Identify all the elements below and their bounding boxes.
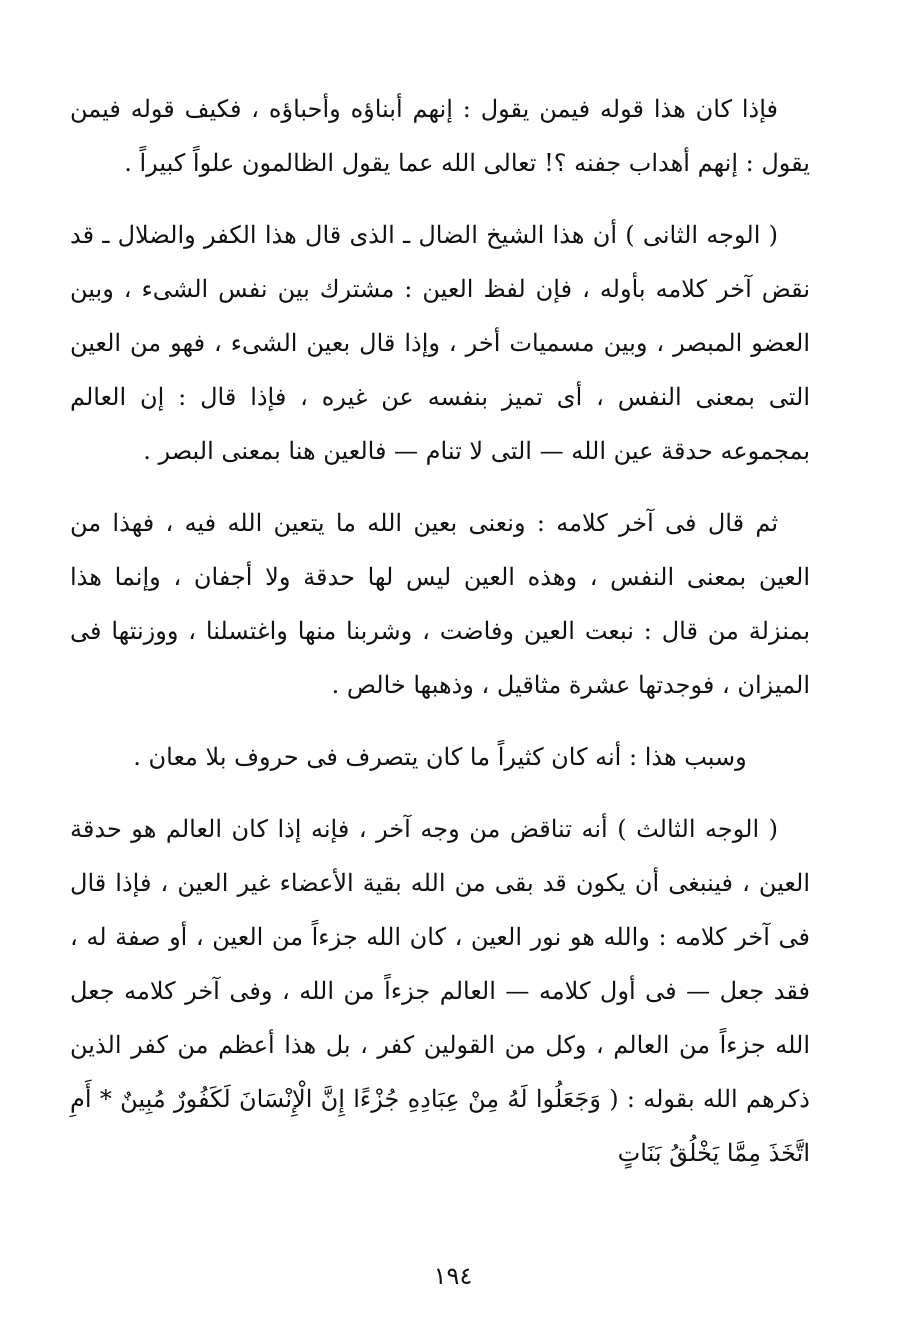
paragraph-5: ( الوجه الثالث ) أنه تناقض من وجه آخر ، فإنه إذا كان العالم هو حدقة العين ، فينبغى أن يكون قد بقى من الله بقية الأعضاء غير العين ، فإذا قال فى آخر كلامه : والله هو نور العين ، كان الله جزءاً من العين ، أو صفة له ، فقد جعل — فى أول كلامه — العالم جزءاً من الله ، وفى آخر كلامه جعل الله جزءاً من العالم ، وكل من القولين كفر ، بل هذا أعظم من كفر الذين ذكرهم الله بقوله : ( وَجَعَلُوا لَهُ مِنْ عِبَادِهِ جُزْءًا إِنَّ الْإِنْسَانَ لَكَفُورٌ مُبِينٌ * أَمِ اتَّخَذَ مِمَّا يَخْلُقُ بَنَاتٍ	[70, 815, 811, 1167]
paragraph-2: ( الوجه الثانى ) أن هذا الشيخ الضال ـ الذى قال هذا الكفر والضلال ـ قد نقض آخر كلامه بأوله ، فإن لفظ العين : مشترك بين نفس الشىء ، وبين العضو المبصر ، وبين مسميات أخر ، وإذا قال بعين الشىء ، فهو من العين التى بمعنى النفس ، أى تميز بنفسه عن غيره ، فإذا قال : إن العالم بمجموعه حدقة عين الله — التى لا تنام — فالعين هنا بمعنى البصر .	[70, 221, 810, 465]
paragraph-1: فإذا كان هذا قوله فيمن يقول : إنهم أبناؤه وأحباؤه ، فكيف قوله فيمن يقول : إنهم أهداب جفنه ؟! تعالى الله عما يقول الظالمون علواً كبيراً .	[70, 95, 810, 177]
page-number: ١٩٤	[433, 1262, 473, 1290]
page-body	[70, 82, 810, 1180]
paragraph-4: وسبب هذا : أنه كان كثيراً ما كان يتصرف فى حروف بلا معان .	[133, 743, 747, 771]
paragraph-3: ثم قال فى آخر كلامه : ونعنى بعين الله ما يتعين الله فيه ، فهذا من العين بمعنى النفس ، وهذه العين ليس لها حدقة ولا أجفان ، وإنما هذا بمنزلة من قال : نبعت العين وفاضت ، وشربنا منها واغتسلنا ، ووزنتها فى الميزان ، فوجدتها عشرة مثاقيل ، وذهبها خالص .	[70, 509, 810, 699]
